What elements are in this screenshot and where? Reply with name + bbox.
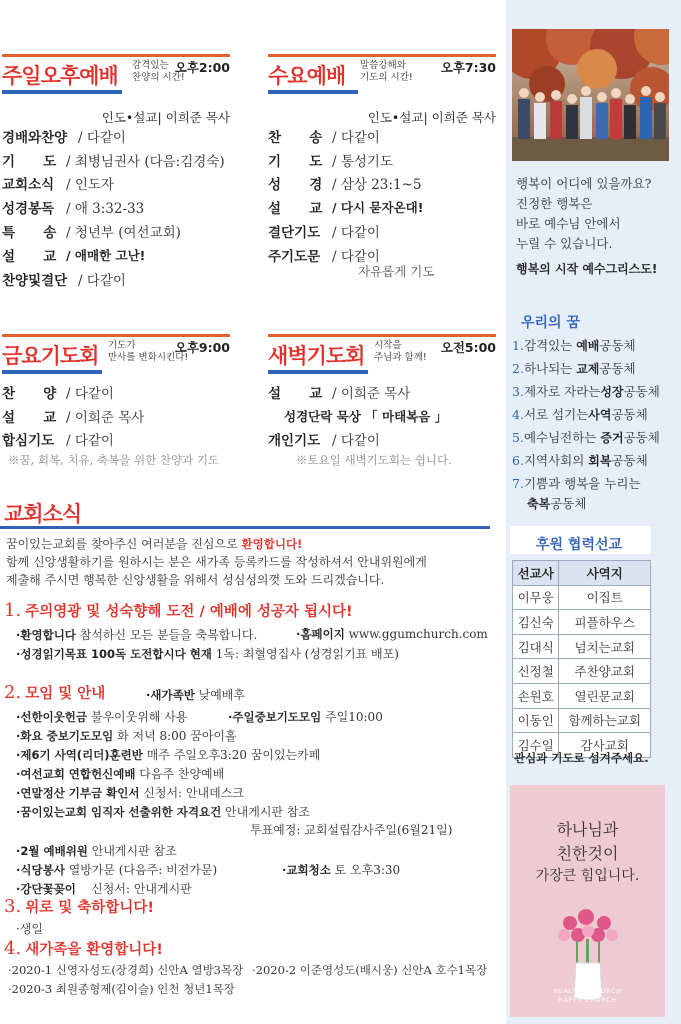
news-section-2-title: 2. 모임 및 안내 xyxy=(4,682,106,703)
news-title: 교회소식 xyxy=(4,502,82,526)
sunday-service-time: 오후2:00 xyxy=(174,60,230,75)
order-row: 성 경 / 삼상 23:1~5 xyxy=(268,177,422,194)
table-row: 김신숙 피플하우스 xyxy=(513,610,651,635)
table-header: 선교사 xyxy=(513,561,559,586)
news-item: ·환영합니다 참석하신 모든 분들을 축복합니다. xyxy=(16,628,258,642)
table-row: 이동인 함께하는교회 xyxy=(513,708,651,733)
news-item: ·꿈이있는교회 임직자 선출위한 자격요건 안내게시판 참조 xyxy=(16,805,311,819)
order-row: 성경단락 묵상 「 마태복음 」 xyxy=(284,408,448,424)
order-row: 교회소식 / 인도자 xyxy=(2,177,114,194)
news-item: ·홈페이지 www.ggumchurch.com xyxy=(296,627,488,641)
dawn-note: ※토요일 새벽기도회는 쉽니다. xyxy=(296,453,452,467)
wednesday-note: 자유롭게 기도 xyxy=(358,264,435,279)
order-row: 찬 양 / 다같이 xyxy=(2,385,114,402)
card-footer: HEALTHY CHURCH xyxy=(553,988,622,995)
news-intro-2: 함께 신앙생활하기를 원하시는 분은 새가족 등록카드를 작성하셔서 안내위원에게 xyxy=(6,555,427,569)
order-row: 찬양및결단 / 다같이 xyxy=(2,272,126,289)
sunday-service-lead: 인도•설교| 이희준 목사 xyxy=(101,110,230,125)
card-line: 가장큰 힘입니다. xyxy=(535,868,640,884)
order-row: 결단기도 / 다같이 xyxy=(268,225,380,242)
dawn-service-time: 오전5:00 xyxy=(440,340,496,355)
sunday-service-subtitle: 감격있는 찬양의 시간! xyxy=(132,60,185,83)
news-item: ·생일 xyxy=(16,922,43,936)
news-divider xyxy=(0,526,490,529)
dream-item: 4.서로 섬기는사역공동체 xyxy=(512,407,648,422)
missions-note: 관심과 기도로 섬겨주세요. xyxy=(514,751,649,765)
news-item: ·새가족반 낮예배후 xyxy=(146,688,245,702)
news-item: ·제6기 사역(리더)훈련반 매주 주일오후3:20 꿈이있는카페 xyxy=(16,748,321,762)
sunday-order-list xyxy=(2,124,225,291)
order-row: 성경봉독 / 애 3:32-33 xyxy=(2,201,145,218)
missions-title: 후원 협력선교 xyxy=(536,537,623,553)
news-item: ·2020-3 최원종형제(김이슬) 인천 청년1목장 xyxy=(8,982,235,996)
order-row: 찬 송 / 다같이 xyxy=(268,129,380,146)
card-line: 친한것이 xyxy=(556,844,619,863)
wednesday-service-block xyxy=(268,54,496,294)
happiness-line: 행복이 어디에 있을까요? xyxy=(516,176,652,191)
order-row: 설 교 / 다시 묻자온대! xyxy=(268,200,424,218)
news-section-3-title: 3. 위로 및 축하합니다! xyxy=(4,896,154,917)
dream-title: 우리의 꿈 xyxy=(521,315,580,331)
table-row: 손원호 열린문교회 xyxy=(513,683,651,708)
news-item: ·2월 예배위원 안내게시판 참조 xyxy=(16,844,177,858)
order-row: 합심기도 / 다같이 xyxy=(2,433,114,450)
happiness-line: 바로 예수님 안에서 xyxy=(516,216,621,231)
group-photo xyxy=(512,29,669,161)
order-row: 설 교 / 이희준 목사 xyxy=(268,385,411,402)
friday-service-block xyxy=(2,334,230,474)
news-item: ·선한이웃헌금 불우이웃위해 사용 xyxy=(16,710,188,724)
news-intro-3: 제출해 주시면 행복한 신앙생활을 위해서 성심성의껏 도와 드리겠습니다. xyxy=(6,573,385,587)
sunday-service-block xyxy=(2,54,230,294)
friday-order-list xyxy=(2,380,144,451)
news-item: ·주일중보기도모임 주일10:00 xyxy=(228,710,383,724)
dawn-service-subtitle: 시작을 주님과 함께! xyxy=(374,340,427,363)
news-item: ·연말정산 기부금 확인서 신청서: 안내데스크 xyxy=(16,786,244,800)
order-row: 기 도 / 최병님권사 (다음:김경숙) xyxy=(2,153,225,170)
wednesday-service-time: 오후7:30 xyxy=(440,60,496,75)
news-item: ·2020-2 이준영성도(배시웅) 신안A 호수1목장 xyxy=(252,963,488,977)
news-item: ·성경읽기목표 100독 도전합시다 현재 1독: 최혈영집사 (성경읽기표 배포) xyxy=(16,647,399,661)
table-row: 김수일 감사교회 xyxy=(513,733,651,758)
order-row: 개인기도 / 다같이 xyxy=(268,433,380,450)
card-footer: HAPPY CHURCH xyxy=(558,997,617,1004)
dawn-order-list xyxy=(268,380,447,451)
friday-note: ※꿈, 회복, 치유, 축복을 위한 찬양과 기도 xyxy=(8,453,220,467)
order-row: 설 교 / 애매한 고난! xyxy=(2,247,146,265)
dream-item: 6.지역사회의 회복공동체 xyxy=(512,453,648,468)
order-row: 기 도 / 통성기도 xyxy=(268,153,394,170)
card-line: 하나님과 xyxy=(556,820,619,839)
news-section-4-title: 4. 새가족을 환영합니다! xyxy=(4,938,163,959)
dawn-service-title: 새벽기도회 xyxy=(268,344,365,368)
order-row: 설 교 / 이희준 목사 xyxy=(2,409,145,426)
table-header: 사역지 xyxy=(559,561,651,586)
news-item: 투표예정: 교회설립감사주일(6월21일) xyxy=(250,823,453,837)
news-item: ·식당봉사 열방가문 (다음주: 비전가문) xyxy=(16,863,218,877)
order-row: 경배와찬양 / 다같이 xyxy=(2,129,126,146)
friday-service-title: 금요기도회 xyxy=(2,344,99,368)
dream-item: 5.예수님전하는 증거공동체 xyxy=(512,430,660,445)
happiness-line: 누릴 수 있습니다. xyxy=(516,236,613,251)
dream-item: 1.감격있는 예배공동체 xyxy=(512,338,636,353)
wednesday-service-lead: 인도•설교| 이희준 목사 xyxy=(367,110,496,125)
dream-item: 3.제자로 자라는성장공동체 xyxy=(512,384,660,399)
dream-item: 7.기쁨과 행복을 누리는 xyxy=(512,476,641,491)
missions-table xyxy=(512,560,651,758)
sunday-service-title: 주일오후예배 xyxy=(2,64,118,88)
happiness-bold: 행복의 시작 예수그리스도! xyxy=(516,262,658,276)
dream-item-continuation: 축복공동체 xyxy=(527,496,587,511)
order-row: 특 송 / 청년부 (여선교회) xyxy=(2,225,181,242)
wednesday-service-subtitle: 말씀강해와 기도의 시간! xyxy=(360,60,413,83)
news-item: ·교회청소 토 오후3:30 xyxy=(282,863,401,877)
table-row: 신정철 주찬양교회 xyxy=(513,659,651,684)
dawn-service-block xyxy=(268,334,496,474)
happiness-line: 진정한 행복은 xyxy=(516,196,593,211)
news-section-1-title: 1. 주의영광 및 성숙향해 도전 / 예배에 성공자 됩시다! xyxy=(4,600,353,621)
news-item: ·강단꽃꽂이 신청서: 안내게시판 xyxy=(16,882,192,896)
news-intro-1: 꿈이있는교회를 찾아주신 여러분을 진심으로 환영합니다! xyxy=(6,537,303,551)
friday-service-time: 오후9:00 xyxy=(174,340,230,355)
table-row: 김대식 넘치는교회 xyxy=(513,634,651,659)
news-item: ·2020-1 신영자성도(장경희) 신안A 열방3목장 xyxy=(8,963,244,977)
table-row: 이무웅 이집트 xyxy=(513,585,651,610)
news-item: ·화요 중보기도모임 화 저녁 8:00 꿈아이홀 xyxy=(16,729,237,743)
friday-service-subtitle: 기도가 만사를 변화시킨다! xyxy=(108,340,189,363)
encouragement-card xyxy=(510,785,665,1017)
wednesday-service-title: 수요예배 xyxy=(268,64,346,88)
order-row: 주기도문 / 다같이 xyxy=(268,248,380,265)
dream-item: 2.하나되는 교제공동체 xyxy=(512,361,636,376)
news-item: ·여선교회 연합헌신예배 다음주 찬양예배 xyxy=(16,767,225,781)
table-header-row xyxy=(513,561,651,586)
wednesday-order-list xyxy=(268,124,423,267)
